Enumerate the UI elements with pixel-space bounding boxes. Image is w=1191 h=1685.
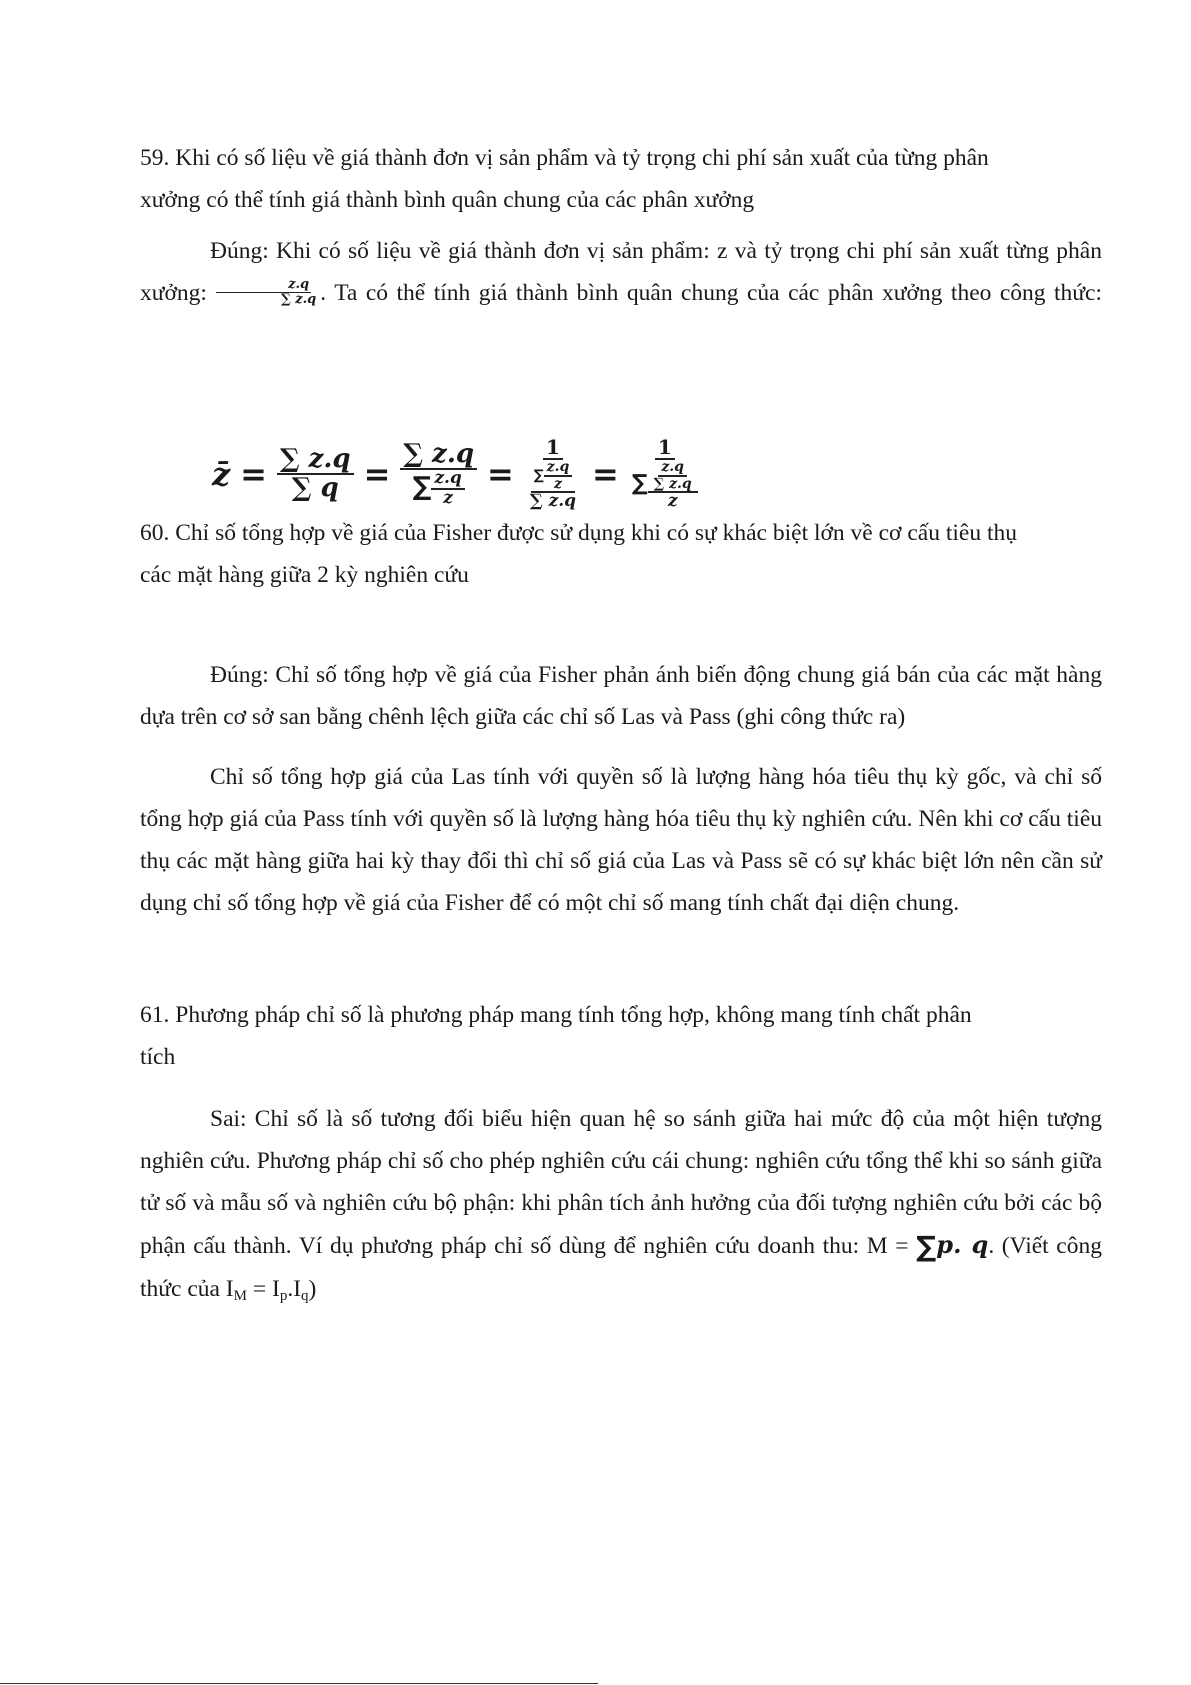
small-numerator: z.q <box>544 460 573 477</box>
inner-denominator: z <box>443 487 453 508</box>
formula-fraction-4 <box>629 434 701 512</box>
formula-sigma-small: ∑ <box>533 467 544 484</box>
weight-fraction-denominator: ∑ z.q <box>280 291 317 307</box>
inner-numerator: z.q <box>431 470 464 490</box>
formula-small-fraction <box>544 460 573 491</box>
weight-fraction <box>209 278 318 308</box>
question-61-answer-text: Sai: Chỉ số là số tương đối biểu hiện quan hệ so sánh giữa hai mức độ của một hiện tượng nghiên cứu. Phương pháp chỉ số cho phép nghiên cứu cái chung: nghiên cứu tổng thể khi so sánh giữa tử số và mẫu số và nghiên cứu bộ phận: khi phân tích ảnh hưởng của đối tượng nghiên cứu bởi các bộ phận cấu thành. Ví dụ phương pháp chỉ số dùng để nghiên cứu doanh thu: M = <box>140 1106 1102 1259</box>
formula-equals-2: = <box>363 455 391 493</box>
formula-fraction-1-numerator: ∑ z.q <box>277 446 354 475</box>
subscript-p: p <box>279 1288 288 1304</box>
formula-equals-1: = <box>240 455 267 493</box>
footnote-divider <box>0 1683 598 1684</box>
formula-fraction-1-denominator: ∑ q <box>291 473 339 503</box>
formula-fraction-3-stack-bottom: ∑ z.q <box>529 491 577 512</box>
subscript-M: M <box>233 1288 247 1304</box>
question-60-title: 60. Chỉ số tổng hợp về giá của Fisher được sử dụng khi có sự khác biệt lớn về cơ cấu tiêu thụ các mặt hàng giữa 2 kỳ nghiên cứu <box>140 520 1017 588</box>
nested-inner-fraction <box>651 460 695 491</box>
formula-equals-4: = <box>592 455 619 493</box>
formula-fraction-3-numerator: 1 <box>543 437 563 460</box>
question-61-title: 61. Phương pháp chỉ số là phương pháp mang tính tổng hợp, không mang tính chất phân tích <box>140 1002 972 1070</box>
formula-inner-fraction <box>431 467 464 508</box>
nested-denominator: z <box>667 491 678 512</box>
formula-sigma-outer: ∑ <box>631 471 648 497</box>
nested-numerator <box>648 460 698 493</box>
question-59-answer-part2: . Ta có thể tính giá thành bình quân chung của các phân xưởng theo công thức: <box>320 280 1102 306</box>
question-60-answer-2: Chỉ số tổng hợp giá của Las tính với quyền số là lượng hàng hóa tiêu thụ kỳ gốc, và chỉ số tổng hợp giá của Pass tính với quyền số là lượng hàng hóa tiêu thụ kỳ nghiên cứu. Nên khi cơ cấu tiêu thụ các mặt hàng giữa hai kỳ thay đổi thì chỉ số giá của Las và Pass sẽ có sự khác biệt lớn nên cần sử dụng chỉ số tổng hợp về giá của Fisher để có một chỉ số mang tính chất đại diện chung. <box>140 764 1102 916</box>
question-59-title: 59. Khi có số liệu về giá thành đơn vị sản phẩm và tỷ trọng chi phí sản xuất của từng phân xưởng có thể tính giá thành bình quân chung của các phân xưởng <box>140 145 989 213</box>
formula-zbar: z̄ <box>212 455 231 493</box>
formula-note-4: ) <box>308 1276 317 1302</box>
formula-equals-3: = <box>487 455 514 493</box>
formula-fraction-4-denominator <box>629 460 701 511</box>
revenue-sum-symbol: ∑ <box>916 1230 937 1263</box>
formula-nested-fraction <box>648 460 698 511</box>
formula-fraction-2-denominator <box>410 467 468 508</box>
subscript-q: q <box>301 1288 309 1304</box>
formula-sigma: ∑ <box>412 471 432 502</box>
formula-fraction-2 <box>400 438 477 508</box>
formula-note-1: . (Viết công thức của I <box>140 1233 1102 1302</box>
formula-fraction-1 <box>277 443 354 503</box>
revenue-pq: p. q <box>936 1230 989 1259</box>
formula-fraction-3 <box>524 434 582 512</box>
weight-fraction-numerator: z.q <box>216 278 311 293</box>
question-59-answer <box>140 230 1102 314</box>
formula-fraction-3-denominator <box>524 460 582 511</box>
question-60-answer-1: Đúng: Chỉ số tổng hợp về giá của Fisher phản ánh biến động chung giá bán của các mặt hàng dựa trên cơ sở san bằng chênh lệch giữa các chỉ số Las và Pass (ghi công thức ra) <box>140 662 1102 730</box>
formula-note-3: .I <box>287 1276 302 1302</box>
question-61-answer <box>140 1098 1102 1317</box>
small-denominator: z <box>554 475 562 492</box>
formula-fraction-4-numerator: 1 <box>655 437 675 460</box>
question-59-answer-part1: Đúng: Khi có số liệu về giá thành đơn vị sản phẩm: z và tỷ trọng chi phí sản xuất từng phân xưởng: <box>140 238 1102 306</box>
formula-fraction-3-stack-top <box>531 460 576 493</box>
nested-inner-denominator: ∑ z.q <box>653 475 692 492</box>
formula-fraction-3-stack <box>527 460 579 511</box>
formula-fraction-2-numerator: ∑ z.q <box>400 441 477 470</box>
formula-note-2: = I <box>246 1276 280 1302</box>
nested-inner-numerator: z.q <box>658 460 687 477</box>
